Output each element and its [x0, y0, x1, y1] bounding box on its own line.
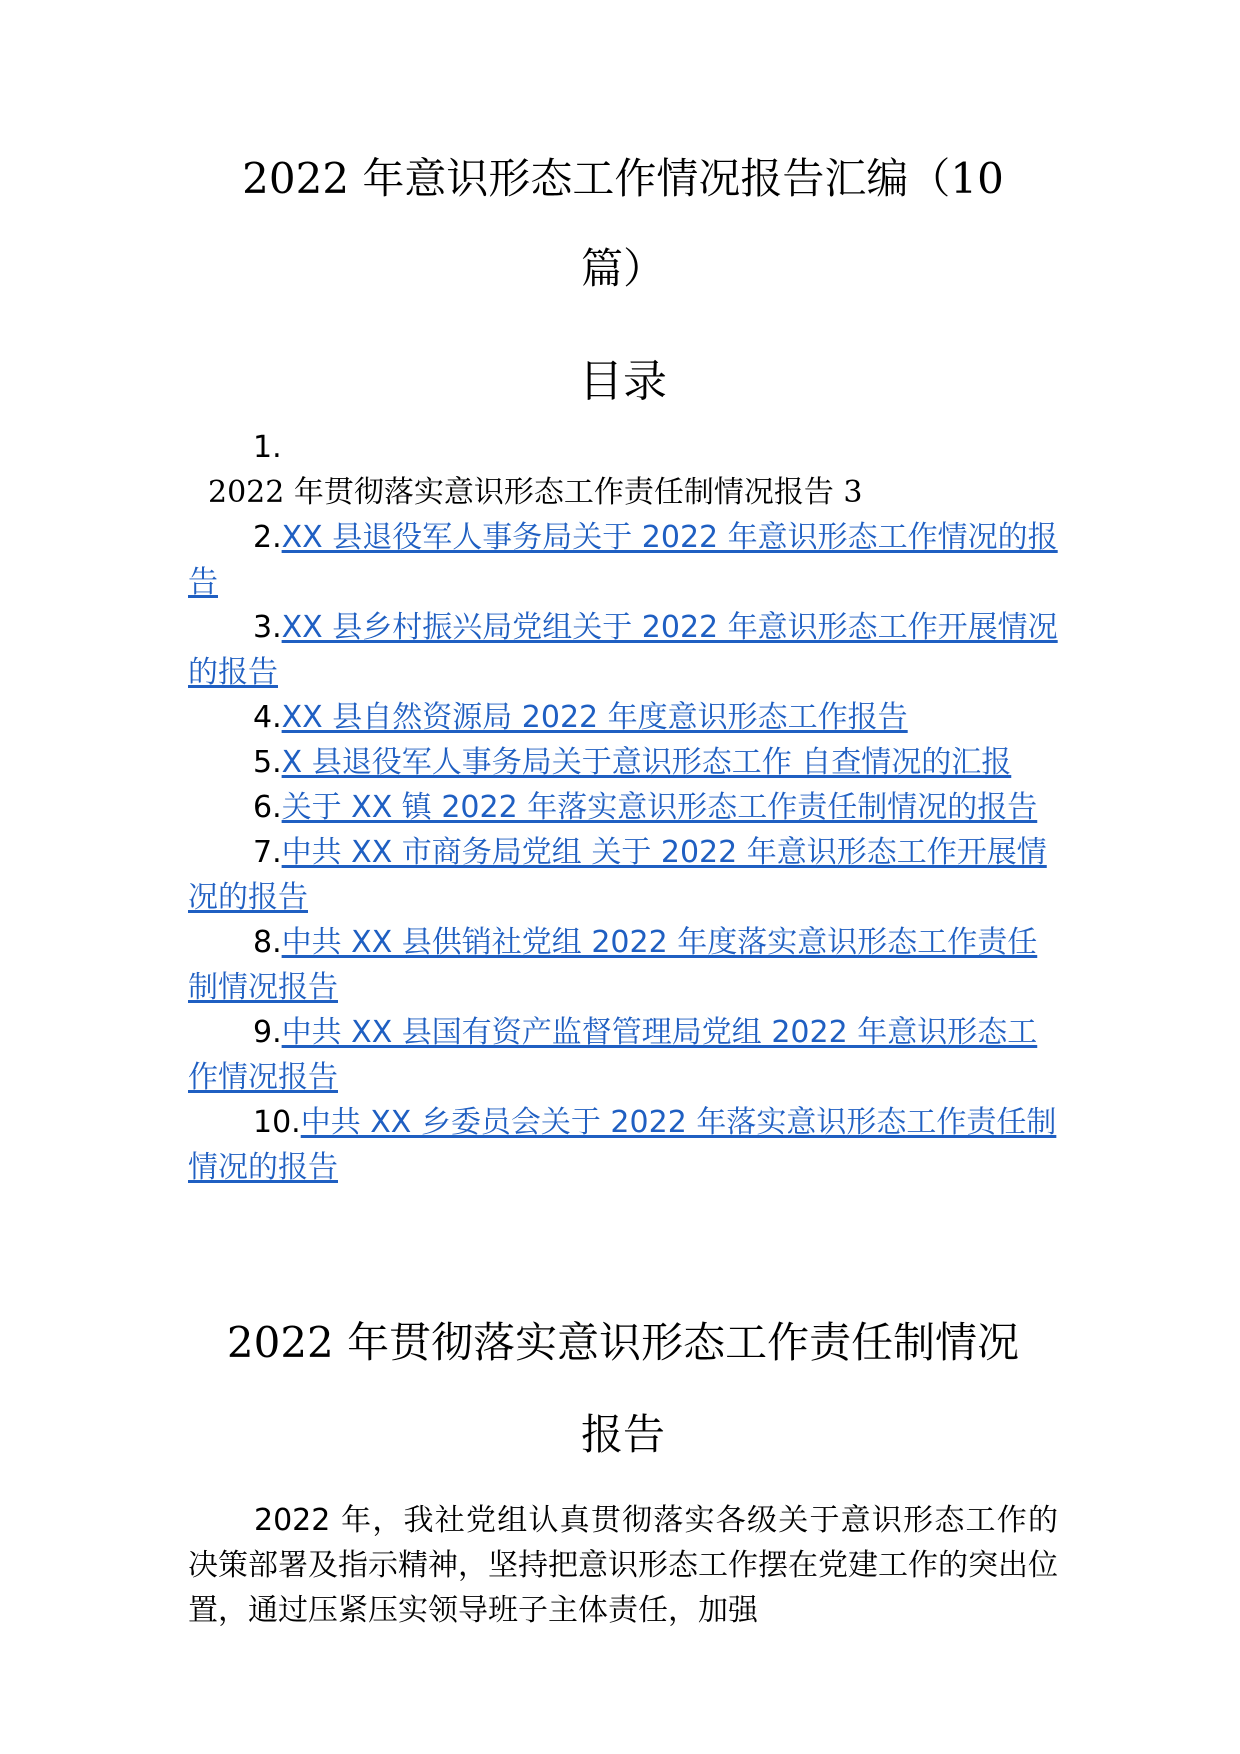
toc-entry-7[interactable] [188, 830, 1058, 920]
toc-entry-8[interactable] [188, 920, 1058, 1010]
toc-entry-link[interactable]: 中共 XX 县供销社党组 2022 年度落实意识形态工作责任制情况报告 [188, 925, 1038, 1005]
toc-entry-number: 9. [253, 1015, 282, 1050]
toc-entry-4[interactable] [188, 695, 1058, 740]
toc-entry-link[interactable]: XX 县退役军人事务局关于 2022 年意识形态工作情况的报告 [188, 520, 1058, 600]
toc-entry-number: 2. [253, 520, 282, 555]
toc-entry-5[interactable] [188, 740, 1058, 785]
toc-entry-number: 10. [253, 1105, 301, 1140]
document-title-line-2: 篇） [580, 244, 665, 293]
toc-entry-link[interactable]: 中共 XX 县国有资产监督管理局党组 2022 年意识形态工作情况报告 [188, 1015, 1038, 1095]
toc-entry-10[interactable] [188, 1100, 1058, 1190]
toc-entry-link[interactable]: X 县退役军人事务局关于意识形态工作 自查情况的汇报 [281, 745, 1012, 780]
toc-entry-6[interactable] [188, 785, 1058, 830]
toc-entry-2[interactable] [188, 515, 1058, 605]
toc-entry-link[interactable]: 中共 XX 乡委员会关于 2022 年落实意识形态工作责任制情况的报告 [188, 1105, 1057, 1185]
toc-entry-number: 6. [253, 790, 282, 825]
toc-entry-link[interactable]: 中共 XX 市商务局党组 关于 2022 年意识形态工作开展情况的报告 [188, 835, 1047, 915]
toc-entry-text[interactable]: 2022 年贯彻落实意识形态工作责任制情况报告 3 [208, 475, 863, 510]
body-paragraph: 2022 年，我社党组认真贯彻落实各级关于意识形态工作的决策部署及指示精神，坚持把意识形态工作摆在党建工作的突出位置，通过压紧压实领导班子主体责任，加强 [188, 1503, 1058, 1628]
toc-entry-1[interactable] [188, 425, 1058, 515]
toc-entry-9[interactable] [188, 1010, 1058, 1100]
toc-entry-link[interactable]: XX 县自然资源局 2022 年度意识形态工作报告 [281, 700, 908, 735]
toc-entry-number: 3. [253, 610, 282, 645]
section-title-line-2: 报告 [580, 1410, 665, 1459]
section-title-line-1: 2022 年贯彻落实意识形态工作责任制情况 [226, 1318, 1020, 1367]
document-title-line-1: 2022 年意识形态工作情况报告汇编（10 [242, 154, 1004, 203]
toc-entry-link[interactable]: 关于 XX 镇 2022 年落实意识形态工作责任制情况的报告 [281, 790, 1038, 825]
document-title [188, 134, 1058, 314]
toc-entry-number: 5. [253, 745, 282, 780]
section-title [188, 1297, 1058, 1481]
toc-heading: 目录 [579, 356, 667, 407]
table-of-contents [188, 425, 1058, 1190]
toc-entry-number: 1. [253, 430, 282, 465]
toc-entry-number: 4. [253, 700, 282, 735]
toc-entry-3[interactable] [188, 605, 1058, 695]
toc-entry-number: 8. [253, 925, 282, 960]
toc-entry-number: 7. [253, 835, 282, 870]
toc-entry-link[interactable]: XX 县乡村振兴局党组关于 2022 年意识形态工作开展情况的报告 [188, 610, 1058, 690]
